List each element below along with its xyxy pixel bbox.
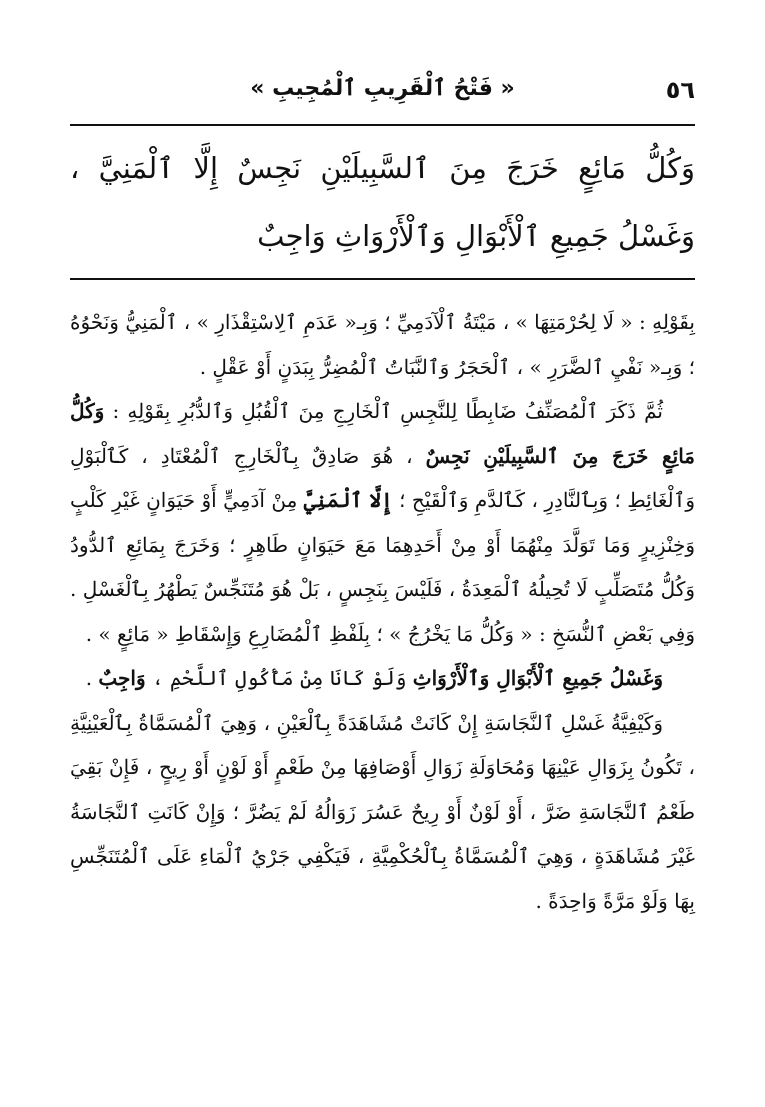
commentary <box>70 300 695 923</box>
matn-quote: وَغَسْلُ جَمِيعِ ٱلْأَبْوَالِ وَٱلْأَرْوَاثِ <box>412 666 663 690</box>
commentary-paragraph-2 <box>70 389 695 656</box>
matn-quote: وَكُلُّ مَائِعٍ خَرَجَ مِنَ ٱلسَّبِيلَيْنِ نَجِسٌ <box>70 399 696 468</box>
commentary-paragraph-4: وَكَيْفِيَّةُ غَسْلِ ٱلنَّجَاسَةِ إِنْ كَانَتْ مُشَاهَدَةً بِٱلْعَيْنِ ، وَهِيَ ٱلْمُسَمَّاةُ بِٱلْعَيْنِيَّةِ ، تَكُونُ بِزَوَالِ عَيْنِهَا وَمُحَاوَلَةِ زَوَالِ أَوْصَافِهَا مِنْ طَعْمٍ أَوْ لَوْنٍ أَوْ رِيحٍ ، فَإِنْ بَقِيَ طَعْمُ ٱلنَّجَاسَةِ ضَرَّ ، أَوْ لَوْنٌ أَوْ رِيحٌ عَسُرَ زَوَالُهُ لَمْ يَضُرَّ ؛ وَإِنْ كَانَتِ ٱلنَّجَاسَةُ غَيْرَ مُشَاهَدَةٍ ، وَهِيَ ٱلْمُسَمَّاةُ بِٱلْحُكْمِيَّةِ ، فَيَكْفِي جَرْيُ ٱلْمَاءِ عَلَى ٱلْمُتَنَجِّسِ بِهَا وَلَوْ مَرَّةً وَاحِدَةً . <box>70 710 695 913</box>
page-header <box>70 76 695 116</box>
page-number: ٥٦ <box>665 76 695 104</box>
commentary-text: . <box>85 666 93 690</box>
commentary-paragraph-1: بِقَوْلِهِ : « لَا لِحُرْمَتِهَا » ، مَيْتَةُ ٱلْآدَمِيِّ ؛ وَبِـ« عَدَمِ ٱلِاسْتِقْذَارِ » ، ٱلْمَنِيُّ وَنَحْوُهُ ؛ وَبِـ« نَفْيِ ٱلضَّرَرِ » ، ٱلْحَجَرُ وَٱلنَّبَاتُ ٱلْمُضِرُّ بِبَدَنٍ أَوْ عَقْلٍ . <box>70 310 695 379</box>
separator-rule <box>70 278 695 280</box>
matn-text: وَكُلُّ مَائِعٍ خَرَجَ مِنَ ٱلسَّبِيلَيْنِ نَجِسٌ إِلَّا ٱلْمَنِيَّ ، وَغَسْلُ جَمِيعِ ٱلْأَبْوَالِ وَٱلْأَرْوَاثِ وَاجِبٌ <box>70 151 695 253</box>
running-title: « فَتْحُ ٱلْقَرِيبِ ٱلْمُجِيبِ » <box>250 76 515 101</box>
commentary-text: ثُمَّ ذَكَرَ ٱلْمُصَنِّفُ ضَابِطًا لِلنَّجِسِ ٱلْخَارِجِ مِنَ ٱلْقُبُلِ وَٱلدُّبُرِ بِقَوْلِهِ : <box>112 399 664 423</box>
header-rule <box>70 124 695 126</box>
commentary-text: وَلَوْ كَانَا مِنْ مَأْكُولِ ٱللَّحْمِ ، <box>151 666 407 690</box>
matn-quote: إِلَّا ٱلْمَنِيَّ <box>303 488 393 512</box>
matn-quote: وَاجِبٌ <box>98 666 146 690</box>
commentary-text: مِنْ آدَمِيٍّ أَوْ حَيَوَانٍ غَيْرِ كَلْبٍ وَخِنْزِيرٍ وَمَا تَوَلَّدَ مِنْهُمَا أَوْ مِنْ أَحَدِهِمَا مَعَ حَيَوَانٍ طَاهِرٍ ؛ وَخَرَجَ بِمَائِعِ ٱلدُّودُ وَكُلُّ مُتَصَلِّبٍ لَا تُحِيلُهُ ٱلْمَعِدَةُ ، فَلَيْسَ بِنَجِسٍ ، بَلْ هُوَ مُتَنَجِّسٌ يَطْهُرُ بِٱلْغَسْلِ . وَفِي بَعْضِ ٱلنُّسَخِ : « وَكُلُّ مَا يَخْرُجُ » ؛ بِلَفْظِ ٱلْمُضَارِعِ وَإِسْقَاطِ « مَائِعٍ » . <box>70 488 695 646</box>
commentary-paragraph-3 <box>70 656 695 701</box>
commentary-text: ، هُوَ صَادِقٌ بِٱلْخَارِجِ ٱلْمُعْتَادِ ، كَٱلْبَوْلِ وَٱلْغَائِطِ ؛ وَبِٱلنَّادِرِ ، كَٱلدَّمِ وَٱلْقَيْحِ ؛ <box>70 443 696 512</box>
